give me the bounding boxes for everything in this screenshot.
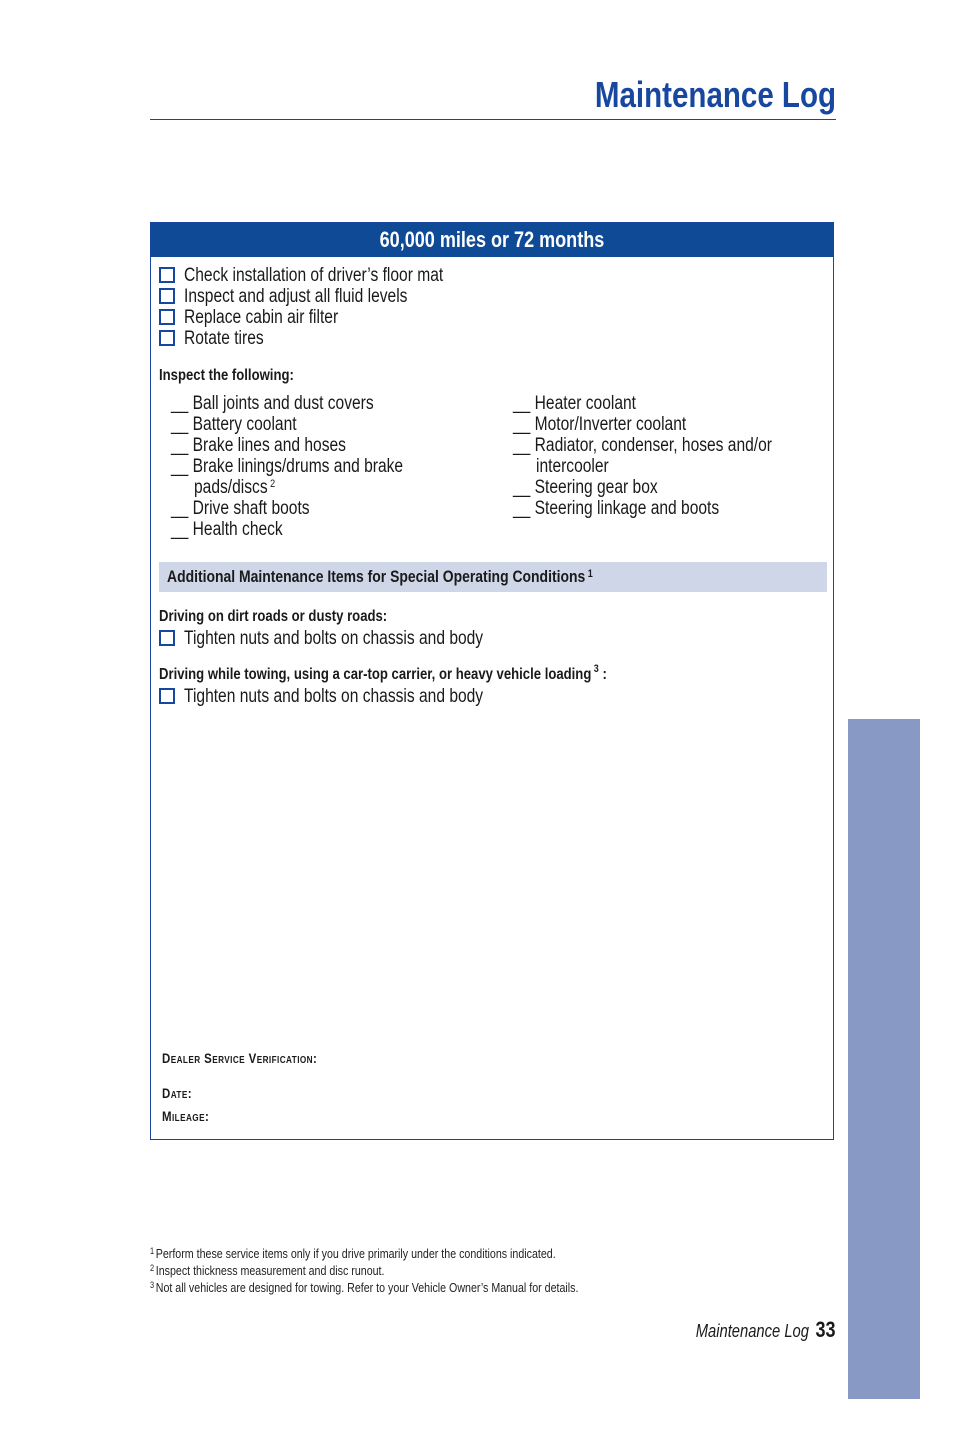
inspect-item-continued: intercooler (536, 456, 609, 477)
mileage-label: Mileage: (162, 1108, 210, 1124)
footnote-ref: 1 (587, 568, 593, 580)
interval-header: 60,000 miles or 72 months (151, 223, 833, 257)
checkbox-icon[interactable] (159, 630, 175, 646)
inspect-item-continued: pads/discs $^2$ (194, 477, 276, 498)
checklist-item[interactable]: Replace cabin air filter (159, 307, 372, 328)
section-tab (848, 719, 920, 1399)
maintenance-log-box (150, 222, 834, 1140)
title-divider (150, 119, 836, 120)
inspect-item: __ Brake linings/drums and brake (171, 456, 404, 477)
inspect-item: __ Brake lines and hoses (171, 435, 346, 456)
footnote-ref: 2 (270, 478, 276, 490)
page-title: Maintenance Log (594, 74, 836, 115)
footer-section-label: Maintenance Log (696, 1321, 810, 1341)
dirt-roads-heading: Driving on dirt roads or dusty roads: (159, 608, 388, 625)
footnotes (150, 1245, 672, 1296)
inspect-item: __ Battery coolant (171, 414, 297, 435)
page-number: 33 (815, 1317, 836, 1342)
inspect-item: __ Steering linkage and boots (513, 498, 720, 519)
inspect-item: __ Ball joints and dust covers (171, 393, 374, 414)
footnote-ref: 3 (593, 663, 599, 675)
date-label: Date: (162, 1085, 192, 1101)
inspect-item: __ Drive shaft boots (171, 498, 310, 519)
inspect-item: __ Radiator, condenser, hoses and/or (513, 435, 772, 456)
footnote: $^1$ Perform these service items only if you drive primarily under the conditions indicated. (150, 1246, 556, 1261)
checklist-item[interactable]: Check installation of driver’s floor mat (159, 265, 500, 286)
inspect-item: __ Heater coolant (513, 393, 636, 414)
page-footer (665, 1317, 836, 1343)
towing-heading: Driving while towing, using a car-top carrier, or heavy vehicle loading $^3$ : (159, 663, 607, 683)
checkbox-icon[interactable] (159, 330, 175, 346)
checklist-item[interactable]: Rotate tires (159, 328, 281, 349)
footnote: $^2$ Inspect thickness measurement and disc runout. (150, 1263, 385, 1278)
inspect-item: __ Motor/Inverter coolant (513, 414, 687, 435)
inspect-heading: Inspect the following: (159, 367, 294, 384)
footnote: $^3$ Not all vehicles are designed for towing. Refer to your Vehicle Owner’s Manual for details. (150, 1280, 579, 1295)
special-conditions-band: Additional Maintenance Items for Special Operating Conditions $^1$ (159, 562, 827, 592)
checklist-item[interactable]: Tighten nuts and bolts on chassis and body (159, 628, 549, 649)
checklist-item[interactable]: Tighten nuts and bolts on chassis and body (159, 686, 549, 707)
inspect-item: __ Health check (171, 519, 283, 540)
section-tab-label: MAINTENANCE (19, 927, 52, 1193)
checkbox-icon[interactable] (159, 267, 175, 283)
dealer-verification-label: Dealer Service Verification: (162, 1050, 318, 1066)
checklist-item[interactable]: Inspect and adjust all fluid levels (159, 286, 457, 307)
checkbox-icon[interactable] (159, 309, 175, 325)
inspect-item: __ Steering gear box (513, 477, 658, 498)
checkbox-icon[interactable] (159, 288, 175, 304)
checkbox-icon[interactable] (159, 688, 175, 704)
